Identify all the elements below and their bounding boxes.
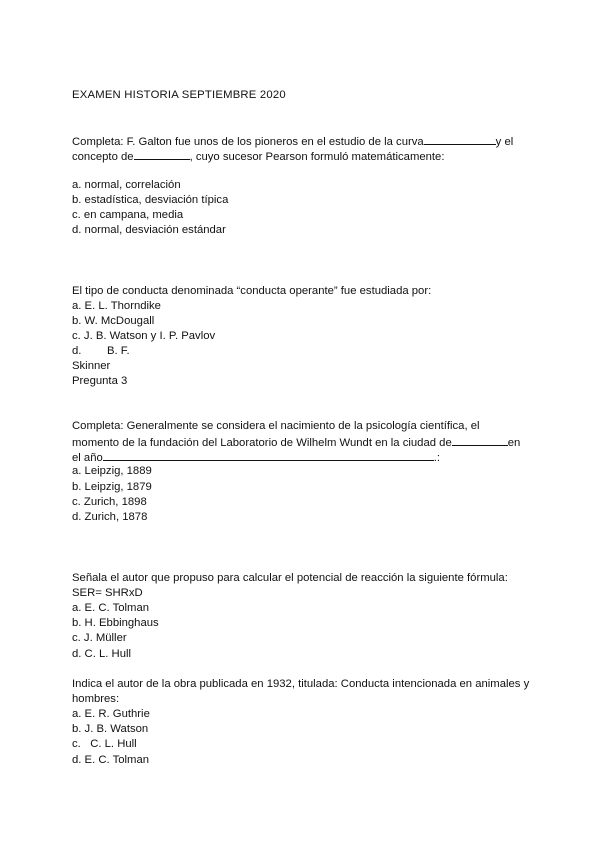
- question-2-option-b: b. W. McDougall: [72, 315, 155, 327]
- question-2-option-d-label: d.: [72, 345, 82, 357]
- question-2-option-a: a. E. L. Thorndike: [72, 300, 161, 312]
- question-1-blank-2: [134, 148, 190, 160]
- question-1-option-a: a. normal, correlación: [72, 179, 181, 191]
- question-3-text-a: momento de la fundación del Laboratorio de Wilhelm Wundt en la ciudad de: [72, 437, 452, 449]
- question-5-prompt-line-2: hombres:: [72, 693, 120, 705]
- question-1-text-b: y el: [495, 136, 514, 148]
- question-5-option-d: d. E. C. Tolman: [72, 754, 150, 766]
- question-1-blank-1: [424, 133, 496, 145]
- question-3-blank-2: [103, 449, 434, 461]
- question-3-option-a: a. Leipzig, 1889: [72, 465, 152, 477]
- question-3-text-c: el año: [72, 452, 103, 464]
- question-1-prompt-line-2: [72, 148, 444, 165]
- question-3-text-d: .:: [433, 452, 441, 464]
- question-4-prompt-line-1: Señala el autor que propuso para calcular el potencial de reacción la siguiente fórmula:: [72, 572, 508, 584]
- question-5-prompt-line-1: Indica el autor de la obra publicada en 1932, titulada: Conducta intencionada en animales y: [72, 678, 530, 690]
- question-2-option-c: c. J. B. Watson y I. P. Pavlov: [72, 330, 216, 342]
- question-1-option-d: d. normal, desviación estándar: [72, 224, 226, 236]
- question-3-text-b: en: [507, 437, 521, 449]
- question-3-prompt-line-1: Completa: Generalmente se considera el nacimiento de la psicología científica, el: [72, 420, 480, 432]
- question-1-text-c: concepto de: [72, 151, 134, 163]
- question-3-option-d: d. Zurich, 1878: [72, 511, 148, 523]
- question-1-text-d: , cuyo sucesor Pearson formuló matemáticamente:: [189, 151, 445, 163]
- question-3-option-c: c. Zurich, 1898: [72, 496, 147, 508]
- question-4-option-b: b. H. Ebbinghaus: [72, 617, 159, 629]
- question-4-option-c: c. J. Müller: [72, 632, 127, 644]
- question-1-option-b: b. estadística, desviación típica: [72, 194, 229, 206]
- question-4-option-a: a. E. C. Tolman: [72, 602, 150, 614]
- page-title: EXAMEN HISTORIA SEPTIEMBRE 2020: [72, 89, 286, 101]
- question-1-option-c: c. en campana, media: [72, 209, 184, 221]
- question-1-text-a: Completa: F. Galton fue unos de los pioneros en el estudio de la curva: [72, 136, 424, 148]
- question-4-prompt-line-2: SER= SHRxD: [72, 587, 143, 599]
- question-3-blank-1: [452, 434, 508, 446]
- question-2-footer: Pregunta 3: [72, 375, 128, 387]
- question-2-option-d-continued: Skinner: [72, 360, 111, 372]
- question-5-option-a: a. E. R. Guthrie: [72, 708, 150, 720]
- question-5-option-c: c. C. L. Hull: [72, 738, 137, 750]
- question-2-prompt: El tipo de conducta denominada “conducta operante” fue estudiada por:: [72, 285, 432, 297]
- question-4-option-d: d. C. L. Hull: [72, 648, 132, 660]
- question-3-option-b: b. Leipzig, 1879: [72, 481, 152, 493]
- question-2-option-d-text: B. F.: [107, 345, 130, 357]
- question-5-option-b: b. J. B. Watson: [72, 723, 149, 735]
